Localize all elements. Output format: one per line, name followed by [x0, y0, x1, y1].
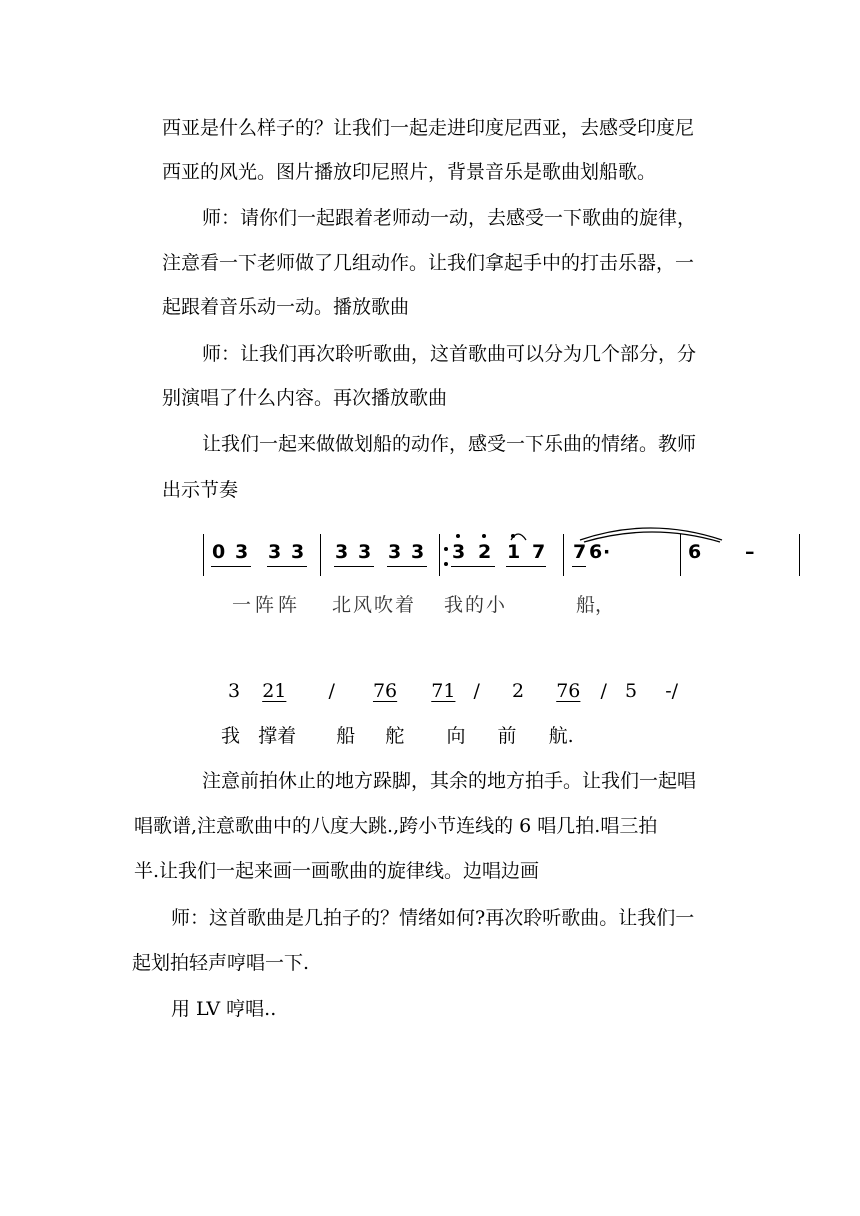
high-octave-dot: [482, 534, 486, 538]
barline: [439, 534, 440, 576]
rhythm-separator: /: [328, 680, 335, 702]
note: 3: [268, 541, 282, 563]
note: –: [745, 541, 755, 563]
lyric: 我: [221, 725, 241, 747]
beat-underline: [451, 566, 495, 567]
note: 3: [235, 541, 249, 563]
paragraph-line: 师：让我们再次聆听歌曲，这首歌曲可以分为几个部分，分: [202, 343, 697, 365]
paragraph-line: 西亚的风光。图片播放印尼照片，背景音乐是歌曲划船歌。: [162, 161, 657, 183]
lyric: 向: [446, 725, 466, 747]
paragraph-line: 唱歌谱,注意歌曲中的八度大跳.,跨小节连线的 6 唱几拍.唱三拍: [134, 815, 658, 837]
rhythm-note: 21: [262, 680, 287, 702]
note: 1: [507, 541, 521, 563]
paragraph-line: 出示节奏: [162, 479, 239, 501]
paragraph-line: 半.让我们一起来画一画歌曲的旋律线。边唱边画: [134, 860, 540, 882]
barline: [320, 534, 321, 576]
note: 0: [212, 541, 226, 563]
note: 3: [452, 541, 466, 563]
music-notation: [200, 518, 810, 616]
paragraph-line: 师：请你们一起跟着老师动一动，去感受一下歌曲的旋律，: [202, 207, 697, 229]
note: 6: [688, 541, 702, 563]
rhythm-note: -/: [665, 680, 679, 702]
beat-underline: [387, 566, 427, 567]
note: 3: [335, 541, 349, 563]
note: 3: [291, 541, 305, 563]
beat-underline: [334, 566, 374, 567]
lyric: 撑着: [258, 725, 297, 747]
barline: [563, 534, 564, 576]
lyric: 我的小: [444, 594, 508, 616]
rhythm-separator: /: [600, 680, 607, 702]
rhythm-note: 2: [512, 680, 525, 702]
beat-underline: [267, 566, 307, 567]
paragraph-line: 西亚是什么样子的？让我们一起走进印度尼西亚，去感受印度尼: [162, 117, 695, 139]
repeat-dot: [444, 562, 448, 566]
barline: [799, 534, 800, 576]
note: 7: [573, 541, 587, 563]
note: 7: [532, 541, 546, 563]
note: 2: [478, 541, 492, 563]
barline: [680, 534, 681, 576]
rhythm-note: 3: [228, 680, 241, 702]
note: 6: [589, 541, 603, 563]
note: 3: [388, 541, 402, 563]
paragraph-line: 注意看一下老师做了几组动作。让我们拿起手中的打击乐器，一: [162, 252, 695, 274]
lyric: 一阵阵: [232, 594, 302, 616]
paragraph-line: 师：这首歌曲是几拍子的？情绪如何?再次聆听歌曲。让我们一: [171, 907, 695, 929]
paragraph-line: 用 LV 哼唱..: [171, 998, 277, 1020]
rhythm-note: 5: [625, 680, 638, 702]
rhythm-note: 76: [556, 680, 581, 702]
lyric: 船，: [576, 594, 615, 616]
paragraph-line: 起跟着音乐动一动。播放歌曲: [162, 296, 410, 318]
note: ·: [603, 541, 611, 563]
lyric: 航.: [548, 725, 574, 747]
beat-underline: [211, 566, 251, 567]
lyric: 北风吹着: [332, 594, 417, 616]
high-octave-dot: [511, 534, 515, 538]
note: 3: [358, 541, 372, 563]
paragraph-line: 别演唱了什么内容。再次播放歌曲: [162, 387, 448, 409]
lyric: 前: [497, 725, 517, 747]
beat-underline: [572, 566, 586, 567]
rhythm-separator: /: [473, 680, 480, 702]
lyric: 船: [336, 725, 356, 747]
beat-underline: [506, 566, 546, 567]
rhythm-line: [228, 679, 678, 703]
note: 3: [411, 541, 425, 563]
barline: [203, 534, 204, 576]
repeat-dot: [444, 547, 448, 551]
paragraph-line: 让我们一起来做做划船的动作，感受一下乐曲的情绪。教师: [202, 433, 697, 455]
paragraph-line: 注意前拍休止的地方跺脚，其余的地方拍手。让我们一起唱: [202, 770, 697, 792]
rhythm-note: 76: [372, 680, 398, 702]
lyric: 舵: [385, 725, 405, 747]
high-octave-dot: [456, 534, 460, 538]
paragraph-line: 起划拍轻声哼唱一下.: [132, 952, 310, 974]
rhythm-note: 71: [431, 680, 456, 702]
rhythm-lyrics: [221, 724, 574, 748]
